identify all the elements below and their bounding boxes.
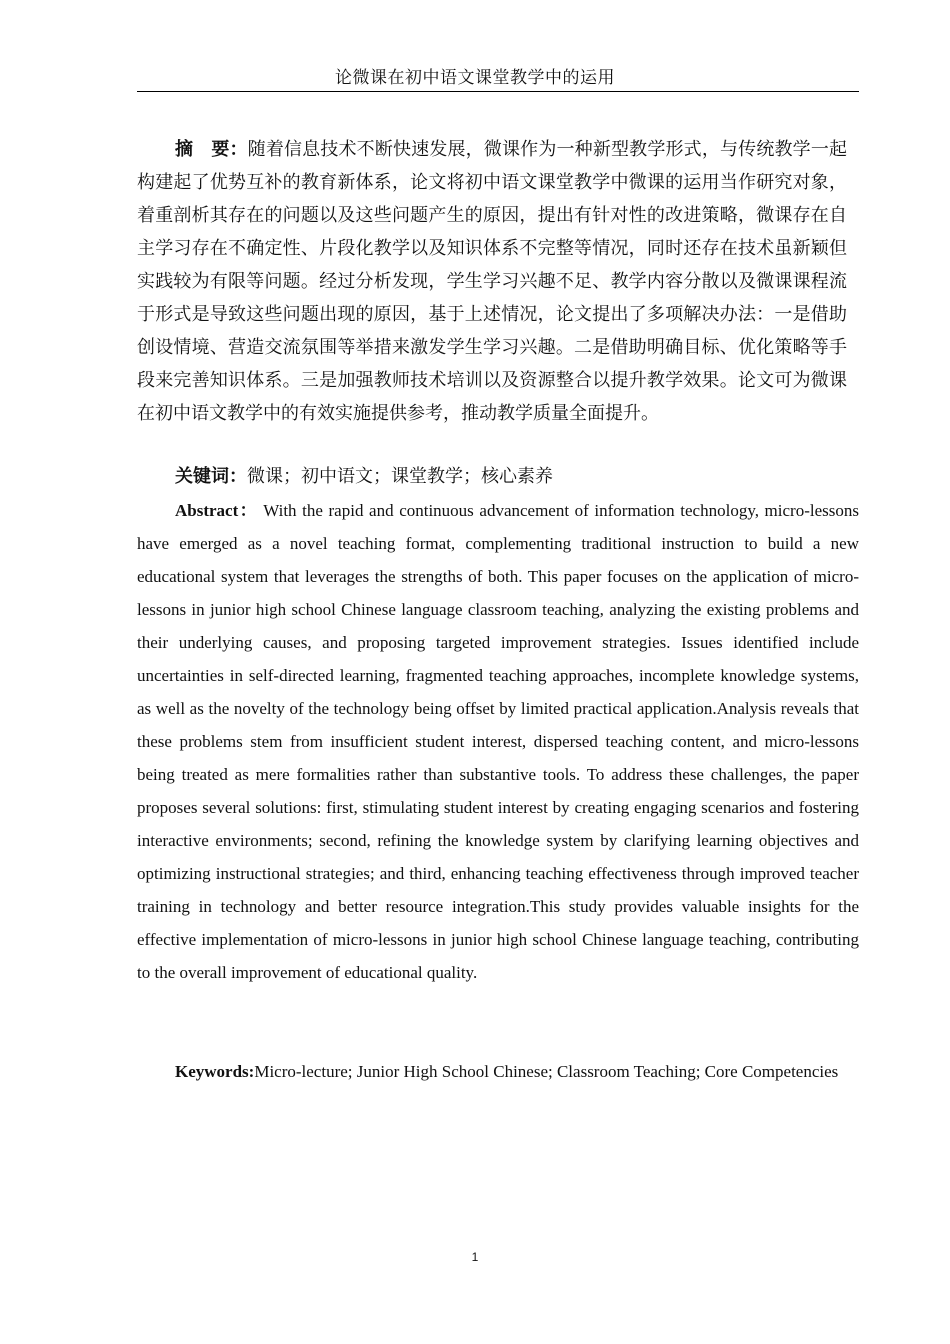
keywords-en-paragraph [137, 1055, 859, 1088]
abstract-cn-label: 摘 要： [175, 139, 248, 160]
keywords-en-text: Micro-lecture; Junior High School Chinese; Classroom Teaching; Core Competencies [254, 1062, 839, 1081]
abstract-cn [137, 133, 847, 430]
keywords-cn [137, 460, 847, 493]
abstract-en-paragraph [137, 494, 859, 989]
keywords-cn-text: 微课；初中语文；课堂教学；核心素养 [247, 466, 553, 487]
keywords-cn-label: 关键词： [175, 466, 247, 487]
abstract-cn-text: 随着信息技术不断快速发展，微课作为一种新型教学形式，与传统教学一起构建起了优势互补的教育新体系，论文将初中语文课堂教学中微课的运用当作研究对象，着重剖析其存在的问题以及这些问题产生的原因，提出有针对性的改进策略，微课存在自主学习存在不确定性、片段化教学以及知识体系不完整等情况，同时还存在技术虽新颖但实践较为有限等问题。经过分析发现，学生学习兴趣不足、教学内容分散以及微课课程流于形式是导致这些问题出现的原因，基于上述情况，论文提出了多项解决办法：一是借助创设情境、营造交流氛围等举措来激发学生学习兴趣。二是借助明确目标、优化策略等手段来完善知识体系。三是加强教师技术培训以及资源整合以提升教学效果。论文可为微课在初中语文教学中的有效实施提供参考，推动教学质量全面提升。 [137, 139, 848, 424]
running-header-title: 论微课在初中语文课堂教学中的运用 [335, 68, 615, 88]
abstract-en [137, 494, 859, 989]
keywords-en-label: Keywords: [175, 1062, 255, 1081]
keywords-en [137, 1055, 859, 1088]
abstract-en-label: Abstract： [175, 501, 258, 520]
abstract-cn-paragraph [137, 133, 847, 430]
page-number: 1 [471, 1250, 479, 1264]
abstract-en-text: With the rapid and continuous advancement of information technology, micro-lessons have emerged as a novel teaching format, complementing traditional instruction to build a new educational system that leverages the strengths of both. This paper focuses on the application of micro-lessons in junior high school Chinese language classroom teaching, analyzing the existing problems and their underlying causes, and proposing targeted improvement strategies. Issues identified include uncertainties in self-directed learning, fragmented teaching approaches, incomplete knowledge systems, as well as the novelty of the technology being offset by limited practical application.Analysis reveals that these problems stem from insufficient student interest, dispersed teaching content, and micro-lessons being treated as mere formalities rather than substantive tools. To address these challenges, the paper proposes several solutions: first, stimulating student interest by creating engaging scenarios and fostering interactive environments; second, refining the knowledge system by clarifying learning objectives and optimizing instructional strategies; and third, enhancing teaching effectiveness through improved teacher training in technology and better resource integration.This study provides valuable insights for the effective implementation of micro-lessons in junior high school Chinese language teaching, contributing to the overall improvement of educational quality. [137, 501, 859, 982]
header-rule [137, 91, 859, 92]
